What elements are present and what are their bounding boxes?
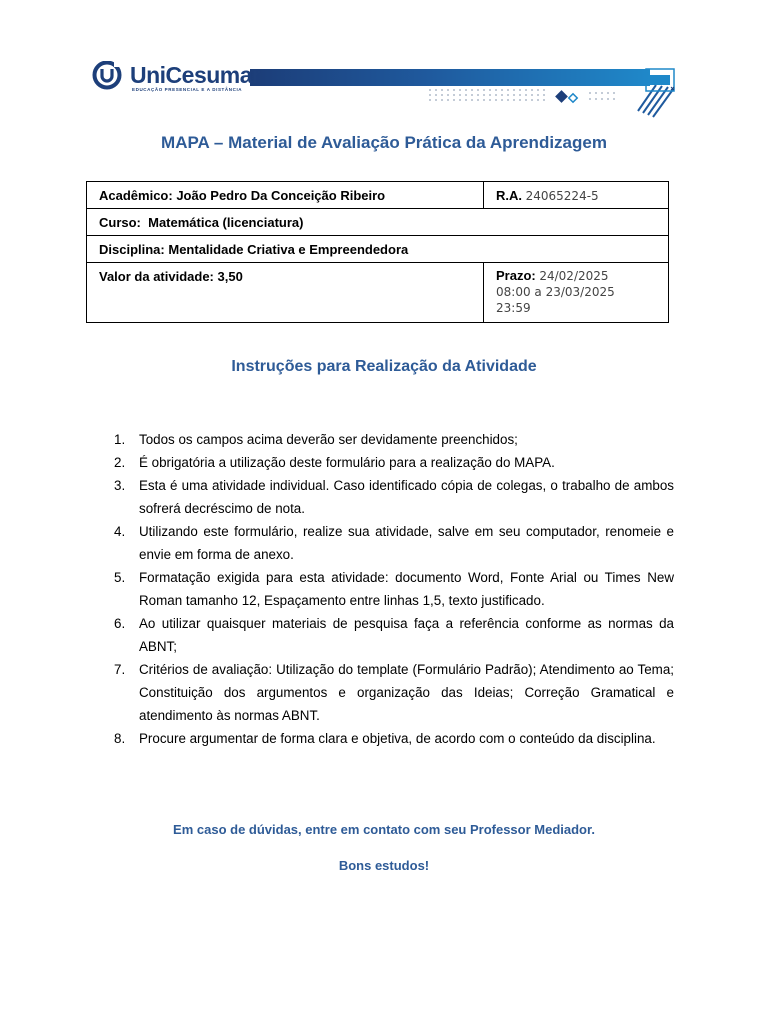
prazo-range: 08:00 a 23/03/2025 [496,285,615,299]
disciplina-cell [87,236,669,263]
list-item [110,451,674,474]
list-item-text: Ao utilizar quaisquer materiais de pesquisa faça a referência conforme as normas da ABNT; [139,616,674,654]
logo [92,60,261,100]
list-item-text: Utilizando este formulário, realize sua atividade, salve em seu computador, renomeie e envie em forma de anexo. [139,524,674,562]
list-item-number: 2. [114,455,126,470]
list-item-number: 5. [114,570,126,585]
logo-tagline: EDUCAÇÃO PRESENCIAL E A DISTÂNCIA [132,87,243,92]
prazo-cell [484,263,669,323]
prazo-start-date: 24/02/2025 [539,269,609,283]
list-item-number: 8. [114,731,126,746]
academico-label: Acadêmico: [99,188,173,203]
list-item [110,658,674,727]
logo-name: UniCesumar [130,62,261,88]
list-item-text: Procure argumentar de forma clara e objetiva, de acordo com o conteúdo da disciplina. [139,731,656,746]
ra-cell [484,182,669,209]
prazo-label: Prazo: [496,268,536,283]
prazo-end-time: 23:59 [496,301,531,315]
valor-cell [87,263,484,323]
list-item [110,566,674,612]
valor-value: 3,50 [217,269,243,284]
valor-label: Valor da atividade: [99,269,214,284]
disciplina-label: Disciplina: [99,242,165,257]
list-item [110,520,674,566]
list-item [110,612,674,658]
instructions-heading: Instruções para Realização da Atividade [231,358,537,375]
list-item [110,428,674,451]
list-item-number: 3. [114,478,126,493]
list-item [110,727,674,750]
table-row [87,182,669,209]
list-item-text: Formatação exigida para esta atividade: documento Word, Fonte Arial ou Times New Roman tamanho 12, Espaçamento entre linhas 1,5, texto justificado. [139,570,674,608]
list-item-text: Todos os campos acima deverão ser devidamente preenchidos; [139,432,518,447]
ra-label: R.A. [496,188,522,203]
list-item-number: 6. [114,616,126,631]
student-info-table [86,181,669,323]
table-row [87,236,669,263]
header-gradient-bar [250,69,650,86]
list-item-number: 7. [114,662,126,677]
curso-cell [87,209,669,236]
list-item-number: 4. [114,524,126,539]
instructions-list [110,428,674,750]
list-item-number: 1. [114,432,126,447]
curso-value: Matemática (licenciatura) [148,215,304,230]
list-item-text: Esta é uma atividade individual. Caso identificado cópia de colegas, o trabalho de ambos sofrerá decréscimo de nota. [139,478,674,516]
contact-note: Em caso de dúvidas, entre em contato com seu Professor Mediador. [173,822,595,837]
unicesumar-logo-icon [92,61,128,91]
list-item-text: Critérios de avaliação: Utilização do template (Formulário Padrão); Atendimento ao Tema; Constituição dos argumentos e organização das Ideias; Correção Gramatical e atendimento às normas ABNT. [139,662,674,723]
academico-value: João Pedro Da Conceição Ribeiro [176,188,386,203]
table-row [87,209,669,236]
closing-note: Bons estudos! [338,858,430,873]
list-item [110,474,674,520]
disciplina-value: Mentalidade Criativa e Empreendedora [168,242,409,257]
list-item-text: É obrigatória a utilização deste formulário para a realização do MAPA. [139,455,555,470]
table-row [87,263,669,323]
page-title: MAPA – Material de Avaliação Prática da Aprendizagem [161,133,607,152]
academico-cell [87,182,484,209]
ra-value: 24065224-5 [525,189,599,203]
curso-label: Curso: [99,215,141,230]
